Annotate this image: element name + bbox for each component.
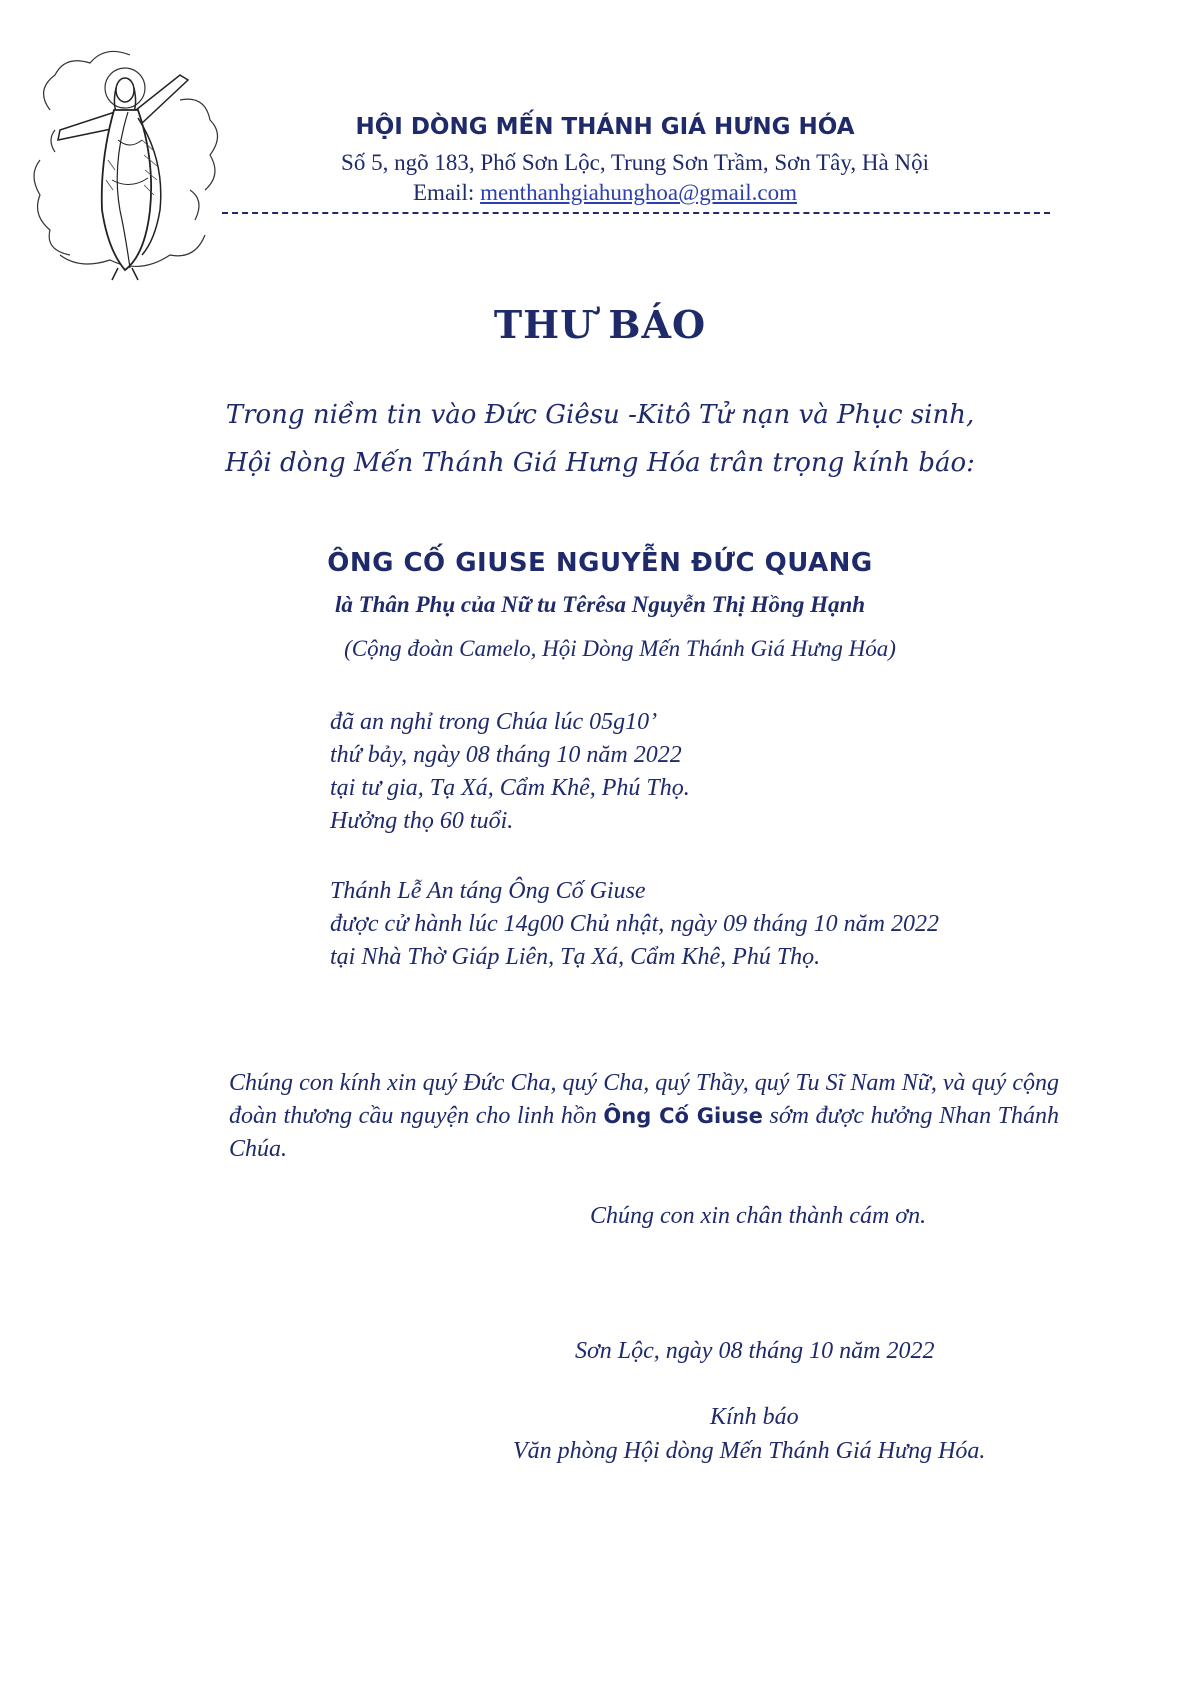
- document-title: THƯ BÁO: [493, 302, 707, 347]
- funeral-details: [330, 875, 1130, 974]
- closing-date: Sơn Lộc, ngày 08 tháng 10 năm 2022: [575, 1338, 935, 1364]
- prayer-bold-name: Ông Cố Giuse: [603, 1104, 763, 1128]
- community-note: (Cộng đoàn Camelo, Hội Dòng Mến Thánh Giá Hưng Hóa): [344, 636, 896, 661]
- prayer-text-after: sớm được hưởng Nhan Thánh Chúa.: [229, 1103, 1059, 1162]
- funeral-line: được cử hành lúc 14g00 Chủ nhật, ngày 09 tháng 10 năm 2022: [330, 911, 939, 937]
- passing-line: tại tư gia, Tạ Xá, Cẩm Khê, Phú Thọ.: [330, 775, 690, 801]
- closing-regards: Kính báo: [710, 1404, 799, 1430]
- funeral-line: tại Nhà Thờ Giáp Liên, Tạ Xá, Cẩm Khê, Phú Thọ.: [330, 944, 821, 970]
- prayer-request: [229, 1067, 1059, 1166]
- email-link[interactable]: menthanhgiahunghoa@gmail.com: [480, 180, 797, 205]
- thanks-line: Chúng con xin chân thành cám ơn.: [590, 1203, 927, 1229]
- passing-line: thứ bảy, ngày 08 tháng 10 năm 2022: [330, 742, 682, 768]
- deceased-relation: là Thân Phụ của Nữ tu Têrêsa Nguyễn Thị Hồng Hạnh: [334, 592, 866, 617]
- intro-line-2: Hội dòng Mến Thánh Giá Hưng Hóa trân trọng kính báo:: [225, 448, 975, 478]
- prayer-text-before: Chúng con kính xin quý Đức Cha, quý Cha, quý Thầy, quý Tu Sĩ Nam Nữ, và quý cộng đoàn thương cầu nguyện cho linh hồn: [229, 1070, 1059, 1129]
- passing-details: [330, 706, 1130, 838]
- passing-line: Hưởng thọ 60 tuổi.: [330, 808, 514, 834]
- organization-name: HỘI DÒNG MẾN THÁNH GIÁ HƯNG HÓA: [355, 114, 855, 140]
- intro-line-1: Trong niềm tin vào Đức Giêsu -Kitô Tử nạn và Phục sinh,: [225, 400, 975, 430]
- passing-line: đã an nghỉ trong Chúa lúc 05g10’: [330, 709, 658, 735]
- organization-address: Số 5, ngõ 183, Phố Sơn Lộc, Trung Sơn Trầm, Sơn Tây, Hà Nội: [341, 150, 929, 175]
- organization-email-line: [0, 180, 1200, 206]
- header-divider: [222, 212, 1050, 214]
- deceased-name: ÔNG CỐ GIUSE NGUYỄN ĐỨC QUANG: [327, 548, 873, 578]
- email-label: Email:: [413, 180, 481, 205]
- funeral-line: Thánh Lễ An táng Ông Cố Giuse: [330, 878, 646, 904]
- closing-office: Văn phòng Hội dòng Mến Thánh Giá Hưng Hóa.: [513, 1438, 986, 1464]
